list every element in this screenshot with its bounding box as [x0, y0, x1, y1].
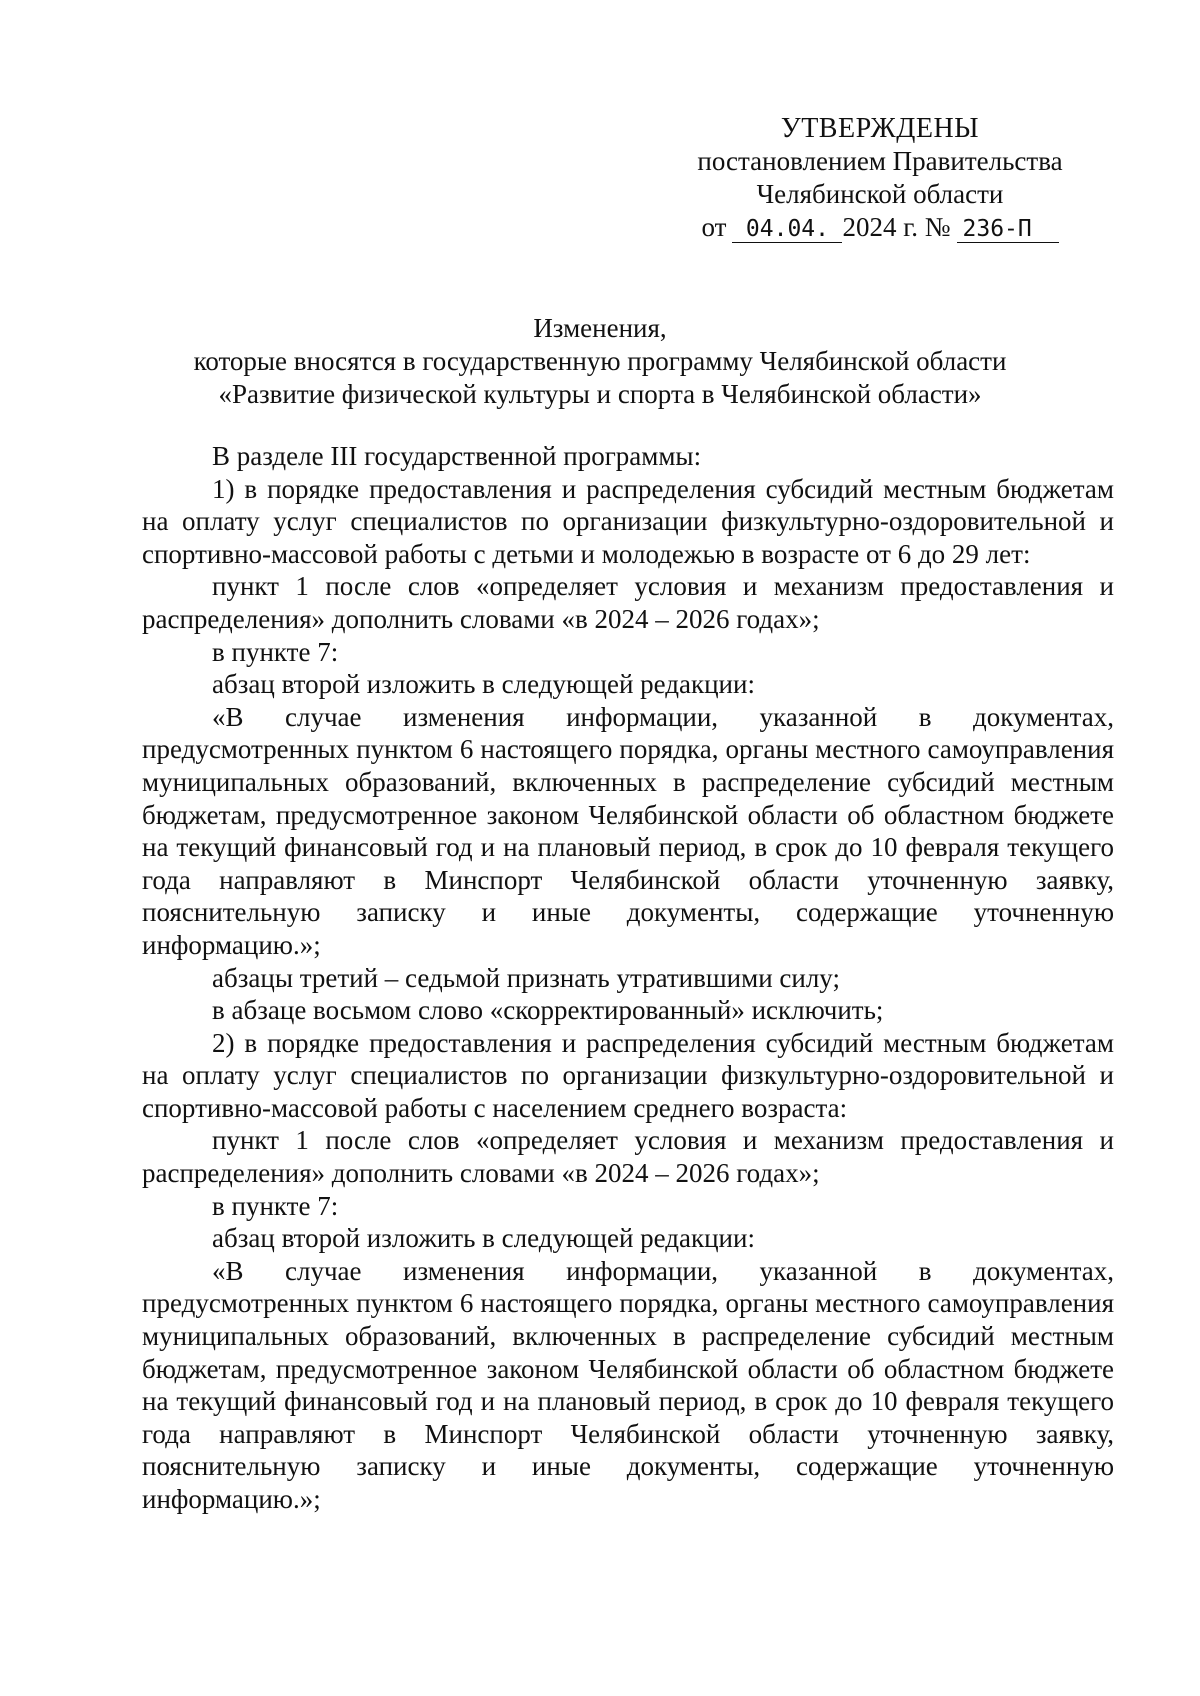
date-prefix: от [701, 212, 727, 242]
approval-line-2: Челябинской области [756, 179, 1004, 209]
paragraph: в пункте 7: [212, 636, 339, 667]
paragraph: 2) в порядке предоставления и распределения субсидий местным бюджетам на оплату услуг специалистов по организации физкультурно-оздоровительной и спортивно-массовой работы с населением среднего возраста: [142, 1027, 1114, 1123]
paragraph: 1) в порядке предоставления и распределения субсидий местным бюджетам на оплату услуг специалистов по организации физкультурно-оздоровительной и спортивно-массовой работы с детьми и молодежью в возрасте от 6 до 29 лет: [142, 473, 1114, 569]
approval-date-line [640, 211, 1120, 244]
paragraph: абзац второй изложить в следующей редакции: [212, 669, 755, 700]
heading-line-3: «Развитие физической культуры и спорта в Челябинской области» [218, 379, 982, 409]
document-heading [100, 312, 1100, 411]
paragraph: в абзаце восьмом слово «скорректированный» исключить; [212, 995, 884, 1026]
heading-line-1: Изменения, [533, 313, 667, 343]
approval-title: УТВЕРЖДЕНЫ [780, 113, 980, 144]
document-body [142, 440, 1114, 1516]
approval-line-1: постановлением Правительства [697, 146, 1063, 176]
paragraph: в пункте 7: [212, 1190, 339, 1221]
paragraph: «В случае изменения информации, указанной в документах, предусмотренных пунктом 6 настоящего порядка, органы местного самоуправления муниципальных образований, включенных в распределение субсидий местным бюджетам, предусмотренное законом Челябинской области об областном бюджете на текущий финансовый год и на плановый период, в срок до 10 февраля текущего года направляют в Минспорт Челябинской области уточненную заявку, пояснительную записку и иные документы, содержащие уточненную информацию.»; [142, 1255, 1114, 1514]
paragraph: пункт 1 после слов «определяет условия и механизм предоставления и распределения» дополнить словами «в 2024 – 2026 годах»; [142, 571, 1114, 634]
filled-number: 236-П [957, 216, 1059, 243]
paragraph: абзацы третий – седьмой признать утратившими силу; [212, 962, 840, 993]
filled-date: 04.04. [732, 216, 842, 243]
approval-block [640, 112, 1120, 244]
paragraph: «В случае изменения информации, указанной в документах, предусмотренных пунктом 6 настоящего порядка, органы местного самоуправления муниципальных образований, включенных в распределение субсидий местным бюджетам, предусмотренное законом Челябинской области об областном бюджете на текущий финансовый год и на плановый период, в срок до 10 февраля текущего года направляют в Минспорт Челябинской области уточненную заявку, пояснительную записку и иные документы, содержащие уточненную информацию.»; [142, 701, 1114, 960]
paragraph: пункт 1 после слов «определяет условия и механизм предоставления и распределения» дополнить словами «в 2024 – 2026 годах»; [142, 1125, 1114, 1189]
heading-line-2: которые вносятся в государственную программу Челябинской области [193, 346, 1007, 376]
paragraph: В разделе III государственной программы: [212, 441, 702, 471]
paragraph: абзац второй изложить в следующей редакции: [212, 1223, 755, 1254]
date-year: 2024 г. № [842, 212, 951, 242]
